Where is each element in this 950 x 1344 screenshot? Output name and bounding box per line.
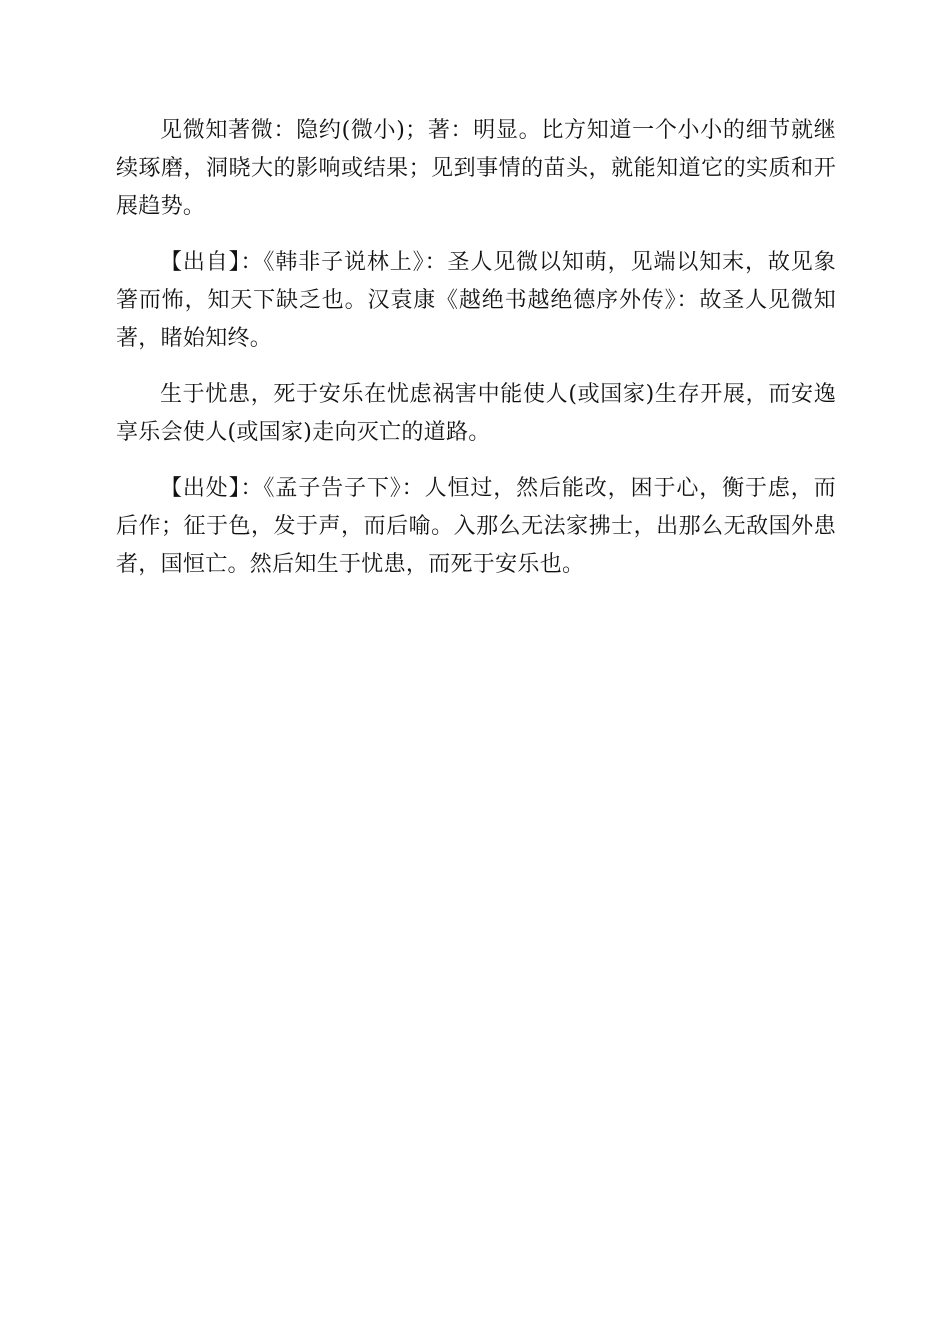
document-body bbox=[116, 112, 836, 602]
paragraph-source-jianwei-zhizhu: 【出自】：《韩非子说林上》：圣人见微以知萌，见端以知末，故见象箸而怖，知天下缺乏也。汉袁康《越绝书越绝德序外传》：故圣人见微知著，睹始知终。 bbox=[116, 250, 836, 351]
paragraph-source-shengyu-youhuan: 【出处】：《孟子告子下》：人恒过，然后能改，困于心，衡于虑，而后作；征于色，发于声，而后喻。入那么无法家拂士，出那么无敌国外患者，国恒亡。然后知生于忧患，而死于安乐也。 bbox=[116, 476, 836, 577]
paragraph-idiom-jianwei-zhizhu: 见微知著微：隐约(微小)；著：明显。比方知道一个小小的细节就继续琢磨，洞晓大的影响或结果；见到事情的苗头，就能知道它的实质和开展趋势。 bbox=[116, 118, 836, 219]
paragraph-idiom-shengyu-youhuan: 生于忧患，死于安乐在忧虑祸害中能使人(或国家)生存开展，而安逸享乐会使人(或国家)走向灭亡的道路。 bbox=[116, 382, 836, 445]
